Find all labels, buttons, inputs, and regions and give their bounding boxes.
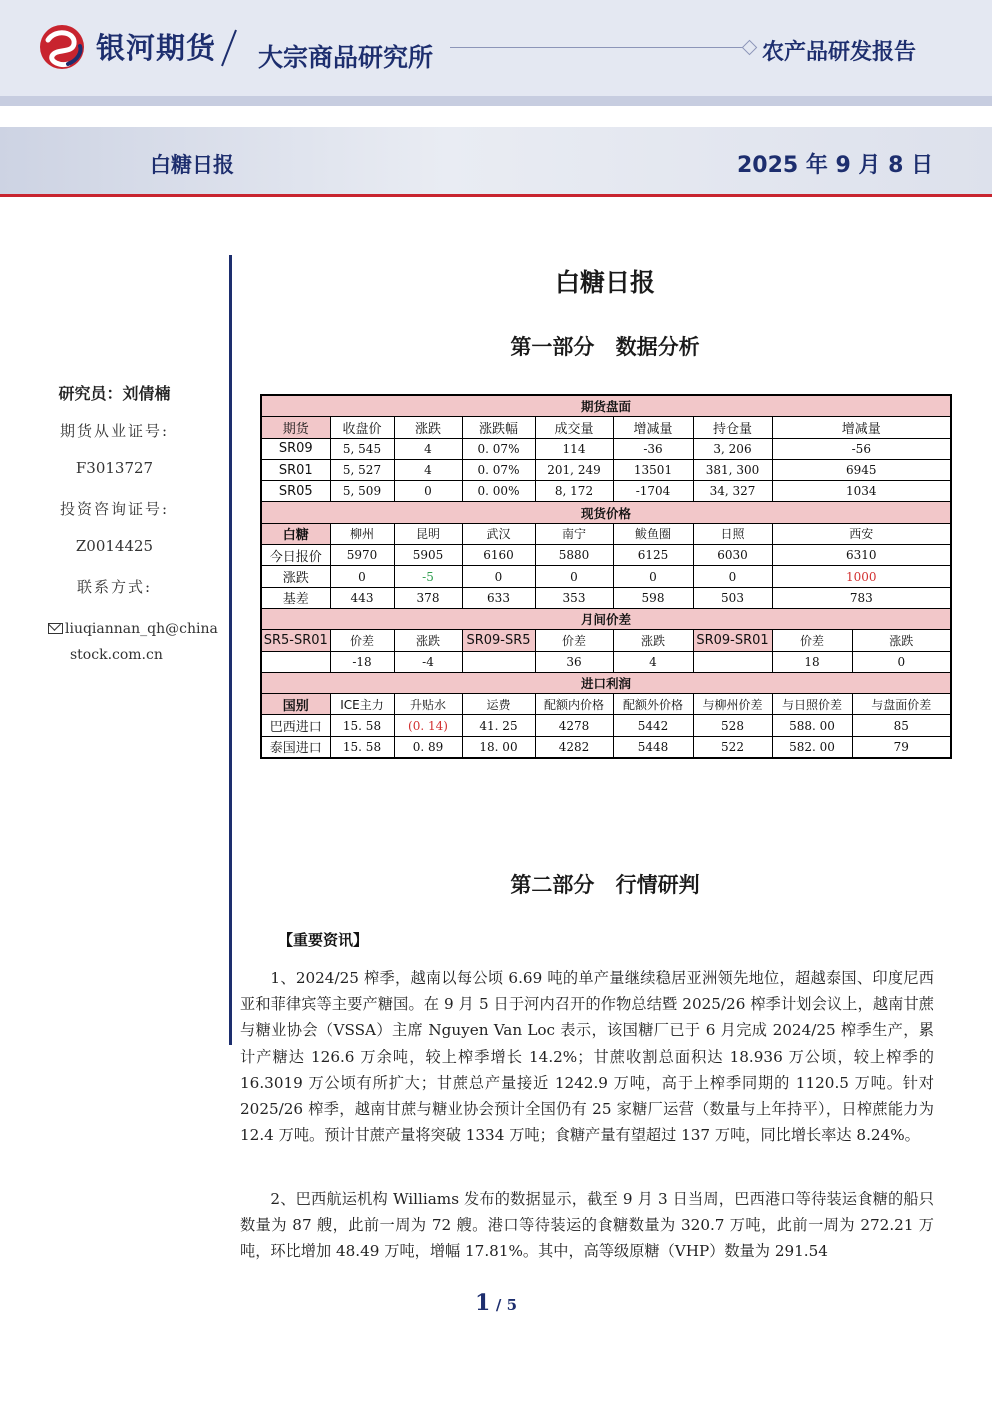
news-heading: 【重要资讯】 <box>278 931 369 949</box>
futures-license-label: 期货从业证号: <box>59 422 170 440</box>
table-cell: 528 <box>693 715 772 736</box>
col-header: 收盘价 <box>330 417 394 438</box>
table-cell: 18 <box>772 651 852 672</box>
col-header: 配额内价格 <box>535 694 613 715</box>
table-cell: 353 <box>535 587 613 608</box>
table-cell: 5970 <box>330 545 394 566</box>
sidebar-rule <box>229 255 232 1045</box>
col-header: 升贴水 <box>394 694 462 715</box>
table-cell: 18. 00 <box>462 736 535 758</box>
report-title: 白糖日报 <box>150 153 234 177</box>
table-cell: 4 <box>394 438 462 459</box>
section-row-futures <box>261 395 951 417</box>
col-header: 期货 <box>261 417 330 438</box>
consult-license-number: Z0014425 <box>75 537 154 555</box>
contact-label: 联系方式: <box>76 578 153 596</box>
col-header: 南宁 <box>535 523 613 544</box>
email-line-1: liuqiannan_qh@china <box>65 621 218 637</box>
col-header: 涨跌 <box>394 630 462 651</box>
total-pages: 5 <box>506 1296 518 1314</box>
table-cell <box>693 651 772 672</box>
table-cell: 503 <box>693 587 772 608</box>
row-label: 巴西进口 <box>261 715 330 736</box>
spread-header-row <box>261 630 951 651</box>
table-cell: 36 <box>535 651 613 672</box>
table-cell: 0 <box>613 566 693 587</box>
report-date: 2025 年 9 月 8 日 <box>737 153 934 178</box>
table-cell: 4 <box>613 651 693 672</box>
institute-name: 大宗商品研究所 <box>258 43 434 72</box>
table-cell: 582. 00 <box>772 736 852 758</box>
col-header: 与盘面价差 <box>852 694 951 715</box>
table-row <box>261 736 951 758</box>
col-header: 增减量 <box>772 417 951 438</box>
col-header: 涨跌 <box>394 417 462 438</box>
col-header: 运费 <box>462 694 535 715</box>
table-cell: 0. 89 <box>394 736 462 758</box>
table-cell: 5, 527 <box>330 459 394 480</box>
contact-email[interactable] <box>48 616 228 668</box>
table-cell: 0 <box>462 566 535 587</box>
col-header: 持仓量 <box>693 417 772 438</box>
col-header: 昆明 <box>394 523 462 544</box>
email-line-2: stock.com.cn <box>70 647 163 663</box>
table-cell: -36 <box>613 438 693 459</box>
section-label-spot: 现货价格 <box>261 502 951 523</box>
header-underline <box>0 96 992 106</box>
table-cell: 443 <box>330 587 394 608</box>
table-cell: 381, 300 <box>693 459 772 480</box>
table-cell: 85 <box>852 715 951 736</box>
table-cell: -18 <box>330 651 394 672</box>
contract-cell: SR05 <box>261 481 330 502</box>
table-cell <box>462 651 535 672</box>
table-cell: 5, 545 <box>330 438 394 459</box>
col-header: 价差 <box>330 630 394 651</box>
futures-license-number: F3013727 <box>75 459 154 477</box>
table-cell: 8, 172 <box>535 481 613 502</box>
import-header-row <box>261 694 951 715</box>
table-cell: 79 <box>852 736 951 758</box>
table-cell: 41. 25 <box>462 715 535 736</box>
table-cell: 3, 206 <box>693 438 772 459</box>
section-title-market-outlook: 第二部分 行情研判 <box>510 873 700 897</box>
table-row <box>261 587 951 608</box>
table-cell: 6030 <box>693 545 772 566</box>
table-cell: 5442 <box>613 715 693 736</box>
main-title: 白糖日报 <box>554 268 655 297</box>
table-cell: 378 <box>394 587 462 608</box>
table-cell: 201, 249 <box>535 459 613 480</box>
col-header: 武汉 <box>462 523 535 544</box>
col-header: 涨跌 <box>852 630 951 651</box>
table-cell: 5448 <box>613 736 693 758</box>
section-row-spot <box>261 502 951 523</box>
table-cell: 598 <box>613 587 693 608</box>
consult-license-label: 投资咨询证号: <box>59 500 170 518</box>
col-header: SR09-SR01 <box>693 630 772 651</box>
table-cell: 783 <box>772 587 951 608</box>
col-header: 价差 <box>772 630 852 651</box>
table-cell: 34, 327 <box>693 481 772 502</box>
row-label: 基差 <box>261 587 330 608</box>
table-row <box>261 459 951 480</box>
table-cell: -56 <box>772 438 951 459</box>
spot-header-row <box>261 523 951 544</box>
row-label: 涨跌 <box>261 566 330 587</box>
table-cell: 5, 509 <box>330 481 394 502</box>
table-cell: 522 <box>693 736 772 758</box>
report-type: 农产品研发报告 <box>762 40 917 65</box>
table-cell: 0 <box>693 566 772 587</box>
col-header: 日照 <box>693 523 772 544</box>
current-page: 1 <box>474 1290 491 1316</box>
page-number: 1 / 5 <box>474 1290 518 1316</box>
col-header: 涨跌 <box>613 630 693 651</box>
table-cell: 5880 <box>535 545 613 566</box>
mail-icon <box>48 623 63 634</box>
table-cell-down: -5 <box>394 566 462 587</box>
galaxy-logo-icon <box>38 24 86 70</box>
table-cell: 114 <box>535 438 613 459</box>
col-header: 涨跌幅 <box>462 417 535 438</box>
section-label-futures: 期货盘面 <box>261 395 951 417</box>
col-header: 鲅鱼圈 <box>613 523 693 544</box>
table-cell <box>261 651 330 672</box>
section-label-spread: 月间价差 <box>261 608 951 629</box>
title-bar-red-rule <box>0 194 992 197</box>
table-cell: 0 <box>394 481 462 502</box>
table-cell: 0. 00% <box>462 481 535 502</box>
col-header: 与柳州价差 <box>693 694 772 715</box>
researcher-name: 研究员：刘倩楠 <box>58 384 171 403</box>
table-cell-up: 1000 <box>772 566 951 587</box>
table-cell: 13501 <box>613 459 693 480</box>
sugar-data-table <box>260 394 952 759</box>
brand-name: 银河期货 <box>96 31 217 65</box>
table-cell: 0. 07% <box>462 438 535 459</box>
section-label-import: 进口利润 <box>261 672 951 693</box>
table-cell: 15. 58 <box>330 715 394 736</box>
table-cell: 15. 58 <box>330 736 394 758</box>
table-row <box>261 715 951 736</box>
contract-cell: SR09 <box>261 438 330 459</box>
col-header: 白糖 <box>261 523 330 544</box>
col-header: SR09-SR5 <box>462 630 535 651</box>
contract-cell: SR01 <box>261 459 330 480</box>
col-header: 成交量 <box>535 417 613 438</box>
section-row-spread <box>261 608 951 629</box>
table-cell-negative: (0. 14) <box>394 715 462 736</box>
table-cell: -1704 <box>613 481 693 502</box>
table-cell: 0 <box>330 566 394 587</box>
slash-divider-icon <box>214 28 244 68</box>
table-cell: 5905 <box>394 545 462 566</box>
col-header: SR5-SR01 <box>261 630 330 651</box>
table-cell: 6945 <box>772 459 951 480</box>
col-header: ICE主力 <box>330 694 394 715</box>
table-cell: 0 <box>852 651 951 672</box>
col-header: 价差 <box>535 630 613 651</box>
table-row <box>261 438 951 459</box>
table-cell: 6310 <box>772 545 951 566</box>
col-header: 配额外价格 <box>613 694 693 715</box>
table-cell: 0 <box>535 566 613 587</box>
futures-header-row <box>261 417 951 438</box>
col-header: 增减量 <box>613 417 693 438</box>
section-title-data-analysis: 第一部分 数据分析 <box>510 335 700 359</box>
table-cell: 633 <box>462 587 535 608</box>
news-paragraph-1: 1、2024/25 榨季，越南以每公顷 6.69 吨的单产量继续稳居亚洲领先地位，超越泰国、印度尼西亚和菲律宾等主要产糖国。在 9 月 5 日于河内召开的作物总结暨 2025/26 榨季计划会议上，越南甘蔗与糖业协会（VSSA）主席 Nguyen Van Loc 表示，该国糖厂已于 6 月完成 2024/25 榨季生产，累计产糖达 126.6 万余吨，较上榨季增长 14.2%；甘蔗收割总面积达 18.936 万公顷，较上榨季的 16.3019 万公顷有所扩大；甘蔗总产量接近 1242.9 万吨，高于上榨季同期的 1120.5 万吨。针对 2025/26 榨季，越南甘蔗与糖业协会预计全国仍有 25 家糖厂运营（数量与上年持平），日榨蔗能力为 12.4 万吨。预计甘蔗产量将突破 1334 万吨；食糖产量有望超过 137 万吨，同比增长率达 8.24%。 <box>240 969 934 1145</box>
table-row <box>261 651 951 672</box>
table-cell: 0. 07% <box>462 459 535 480</box>
table-cell: 4282 <box>535 736 613 758</box>
row-label: 泰国进口 <box>261 736 330 758</box>
header-rule <box>450 47 746 48</box>
col-header: 国别 <box>261 694 330 715</box>
table-cell: 6125 <box>613 545 693 566</box>
table-row <box>261 481 951 502</box>
table-cell: 1034 <box>772 481 951 502</box>
col-header: 与日照价差 <box>772 694 852 715</box>
table-cell: 588. 00 <box>772 715 852 736</box>
table-row <box>261 566 951 587</box>
table-cell: 6160 <box>462 545 535 566</box>
col-header: 西安 <box>772 523 951 544</box>
col-header: 柳州 <box>330 523 394 544</box>
section-row-import <box>261 672 951 693</box>
table-row <box>261 545 951 566</box>
row-label: 今日报价 <box>261 545 330 566</box>
news-paragraph-2: 2、巴西航运机构 Williams 发布的数据显示，截至 9 月 3 日当周，巴西港口等待装运食糖的船只数量为 87 艘，此前一周为 72 艘。港口等待装运的食糖数量为 320.7 万吨，此前一周为 272.21 万吨，环比增加 48.49 万吨，增幅 17.81%。其中，高等级原糖（VHP）数量为 291.54 <box>240 1190 934 1261</box>
table-cell: 4278 <box>535 715 613 736</box>
table-cell: -4 <box>394 651 462 672</box>
table-cell: 4 <box>394 459 462 480</box>
